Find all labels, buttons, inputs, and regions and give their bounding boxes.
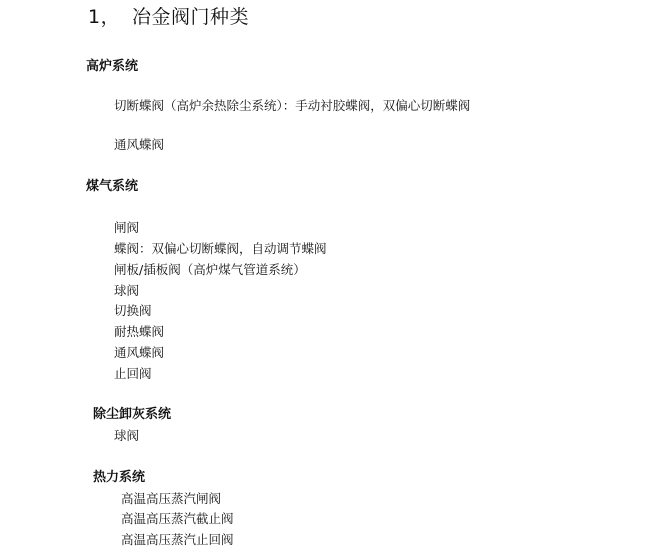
list-item: 蝶阀：双偏心切断蝶阀，自动调节蝶阀: [114, 241, 327, 256]
title-number: 1，: [88, 6, 121, 28]
list-item: 高温高压蒸汽截止阀: [121, 511, 234, 526]
section-heading-blast-furnace: 高炉系统: [86, 59, 139, 74]
title-text: 冶金阀门种类: [132, 6, 250, 28]
list-item: 球阀: [114, 283, 140, 298]
list-item: 切断蝶阀（高炉余热除尘系统）：手动衬胶蝶阀，双偏心切断蝶阀: [114, 98, 471, 113]
list-item: 球阀: [114, 428, 140, 443]
list-item: 闸阀: [114, 220, 140, 235]
list-item: 高温高压蒸汽闸阀: [121, 491, 222, 506]
list-item: 耐热蝶阀: [114, 324, 165, 339]
list-item: 切换阀: [114, 303, 152, 318]
list-item: 通风蝶阀: [114, 137, 165, 152]
list-item: 通风蝶阀: [114, 345, 165, 360]
list-item: 闸板/插板阀（高炉煤气管道系统）: [114, 262, 306, 277]
section-heading-thermal-system: 热力系统: [93, 470, 146, 485]
list-item: 高温高压蒸汽止回阀: [121, 532, 234, 547]
section-heading-gas-system: 煤气系统: [86, 179, 139, 194]
list-item: 止回阀: [114, 366, 152, 381]
section-heading-dust-removal: 除尘卸灰系统: [93, 407, 172, 422]
page-title: [88, 5, 249, 29]
